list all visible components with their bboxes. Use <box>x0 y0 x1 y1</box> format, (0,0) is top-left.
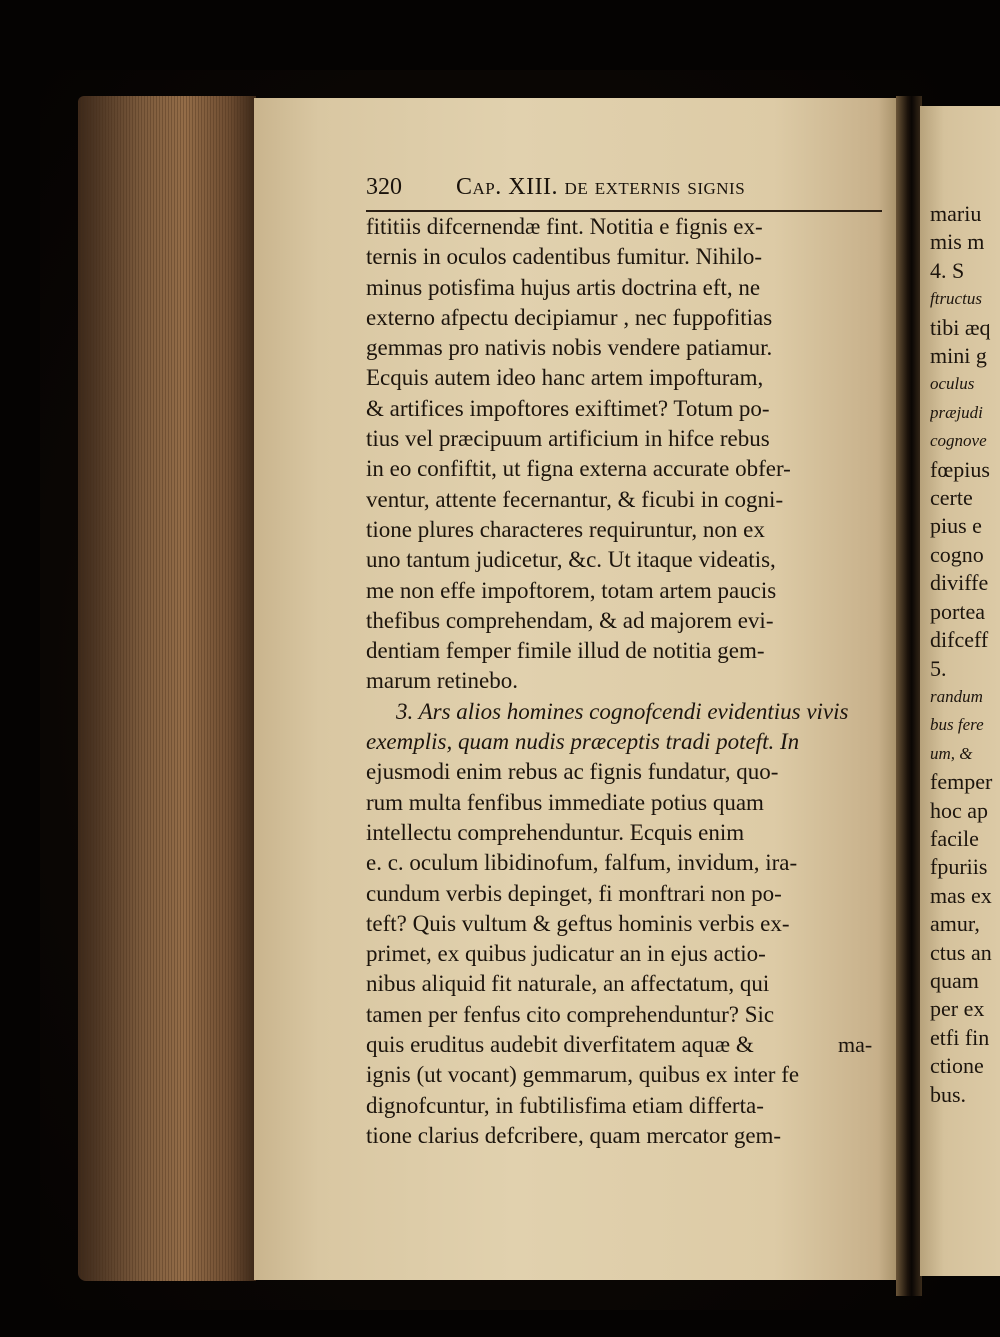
text-line: etfi fin <box>930 1024 990 1050</box>
text-line: minus potisfima hujus artis doctrina eft, ne <box>366 274 761 300</box>
text-line: amur, <box>930 911 980 937</box>
text-line: tius vel præcipuum artificium in hifce rebus <box>366 426 770 452</box>
text-line: ftructus <box>930 289 982 309</box>
text-line: primet, ex quibus judicatur an in ejus actio- <box>366 941 766 967</box>
text-line: uno tantum judicetur, &c. Ut itaque videatis, <box>366 547 776 573</box>
text-line: marum retinebo. <box>366 668 519 694</box>
text-line: dignofcuntur, in fubtilisfima etiam differta- <box>366 1092 764 1118</box>
text-line: bus fere <box>930 715 984 735</box>
text-line: me non effe impoftorem, totam artem paucis <box>366 577 777 603</box>
text-line: tione clarius defcribere, quam mercator gem- <box>366 1122 782 1148</box>
text-line: ternis in oculos cadentibus fumitur. Nihilo- <box>366 244 763 270</box>
text-line: portea <box>930 598 985 624</box>
text-line: um, & <box>930 743 973 763</box>
text-line: quam <box>930 967 979 993</box>
text-line: facile <box>930 825 979 851</box>
text-line: cognove <box>930 431 987 451</box>
text-line: Ecquis autem ideo hanc artem impofturam, <box>366 365 764 391</box>
text-line: femper <box>930 769 993 795</box>
page-block-edge <box>78 96 256 1281</box>
running-header <box>366 174 886 208</box>
catchword: ma- <box>838 1032 873 1057</box>
right-page-text <box>930 200 1000 1109</box>
text-line: cundum verbis depinget, fi monftrari non po- <box>366 880 782 906</box>
text-line: e. c. oculum libidinofum, falfum, invidum, ira- <box>366 850 798 876</box>
text-line: intellectu comprehenduntur. Ecquis enim <box>366 819 745 845</box>
text-line: ventur, attente fecernantur, & ficubi in cogni- <box>366 486 784 512</box>
text-line: externo afpectu decipiamur , nec fuppofitias <box>366 304 773 330</box>
text-line: ctione <box>930 1053 984 1079</box>
left-page-text <box>366 212 892 1151</box>
text-line: mis m <box>930 229 985 255</box>
text-line: certe <box>930 485 973 511</box>
text-line: cogno <box>930 541 984 567</box>
text-line: ctus an <box>930 939 992 965</box>
text-line: thefibus comprehendam, & ad majorem evi- <box>366 607 774 633</box>
text-line: mas ex <box>930 882 992 908</box>
text-line: & artifices impoftores exiftimet? Totum po- <box>366 395 770 421</box>
text-line: hoc ap <box>930 797 989 823</box>
text-line: præjudi <box>930 402 983 422</box>
text-line: fpuriis <box>930 854 988 880</box>
book-gutter <box>896 96 922 1296</box>
text-line: quis eruditus audebit diverfitatem aquæ & <box>366 1032 754 1058</box>
text-line: ejusmodi enim rebus ac fignis fundatur, quo- <box>366 759 779 785</box>
text-line: exemplis, quam nudis præceptis tradi poteft. In <box>366 729 800 755</box>
text-line: rum multa fenfibus immediate potius quam <box>366 789 764 815</box>
text-line: tamen per fenfus cito comprehenduntur? Sic <box>366 1001 775 1027</box>
text-line: oculus <box>930 374 975 394</box>
text-line: fititiis difcernendæ fint. Notitia e fignis ex- <box>366 214 763 239</box>
text-line: 4. S <box>930 257 965 283</box>
text-line: dentiam femper fimile illud de notitia gem- <box>366 638 765 664</box>
running-head-title: Cap. XIII. de externis signis <box>456 174 746 200</box>
text-line: difceff <box>930 627 989 653</box>
text-line: in eo confiftit, ut figna externa accurate obfer- <box>366 456 791 482</box>
text-line: mariu <box>930 201 982 226</box>
text-line: pius e <box>930 513 982 539</box>
text-line: ignis (ut vocant) gemmarum, quibus ex inter fe <box>366 1062 800 1088</box>
page-number: 320 <box>366 174 402 200</box>
text-line: mini g <box>930 343 987 369</box>
text-line: bus. <box>930 1081 967 1107</box>
text-line: tibi æq <box>930 314 991 340</box>
text-line: gemmas pro nativis nobis vendere patiamur. <box>366 335 773 361</box>
text-line: 3. Ars alios homines cognofcendi evidentius vivis <box>396 698 849 724</box>
text-line: diviffe <box>930 570 989 596</box>
text-line: randum <box>930 686 983 706</box>
text-line: tione plures characteres requiruntur, non ex <box>366 516 765 542</box>
text-line: teft? Quis vultum & geftus hominis verbis ex- <box>366 910 790 936</box>
text-line: per ex <box>930 996 985 1022</box>
text-line: 5. <box>930 655 947 681</box>
text-line: nibus aliquid fit naturale, an affectatum, qui <box>366 971 770 997</box>
text-line: fœpius <box>930 456 990 482</box>
